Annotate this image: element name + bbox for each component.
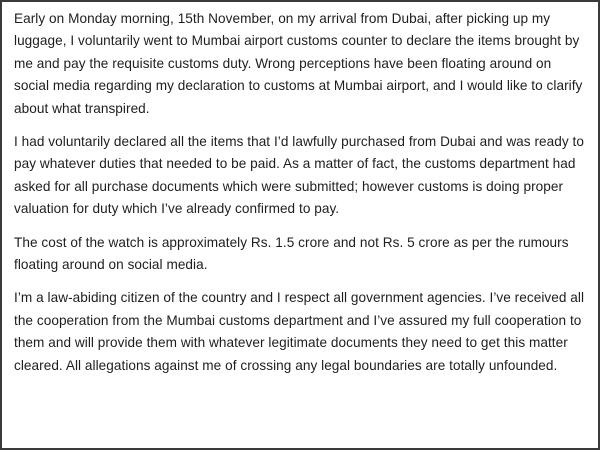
statement-body	[14, 8, 588, 388]
paragraph-watch-cost: The cost of the watch is approximately Rs. 1.5 crore and not Rs. 5 crore as per the rumours floating around on social media.	[14, 234, 569, 273]
paragraph-declaration: I had voluntarily declared all the items that I’d lawfully purchased from Dubai and was ready to pay whatever duties that needed to be paid. As a matter of fact, the customs department had asked for all purchase documents which were submitted; however customs is doing proper valuation for duty which I’ve already confirmed to pay.	[14, 134, 584, 217]
paragraph-arrival: Early on Monday morning, 15th November, on my arrival from Dubai, after picking up my luggage, I voluntarily went to Mumbai airport customs counter to declare the items brought by me and pay the requisite customs duty. Wrong perceptions have been floating around on social media regarding my declaration to customs at Mumbai airport, and I would like to clarify about what transpired.	[14, 11, 583, 116]
paragraph-cooperation: I’m a law-abiding citizen of the country and I respect all government agencies. I’ve received all the cooperation from the Mumbai customs department and I’ve assured my full cooperation to them and will provide them with whatever legitimate documents they need to get this matter cleared. All allegations against me of crossing any legal boundaries are totally unfounded.	[14, 290, 585, 373]
